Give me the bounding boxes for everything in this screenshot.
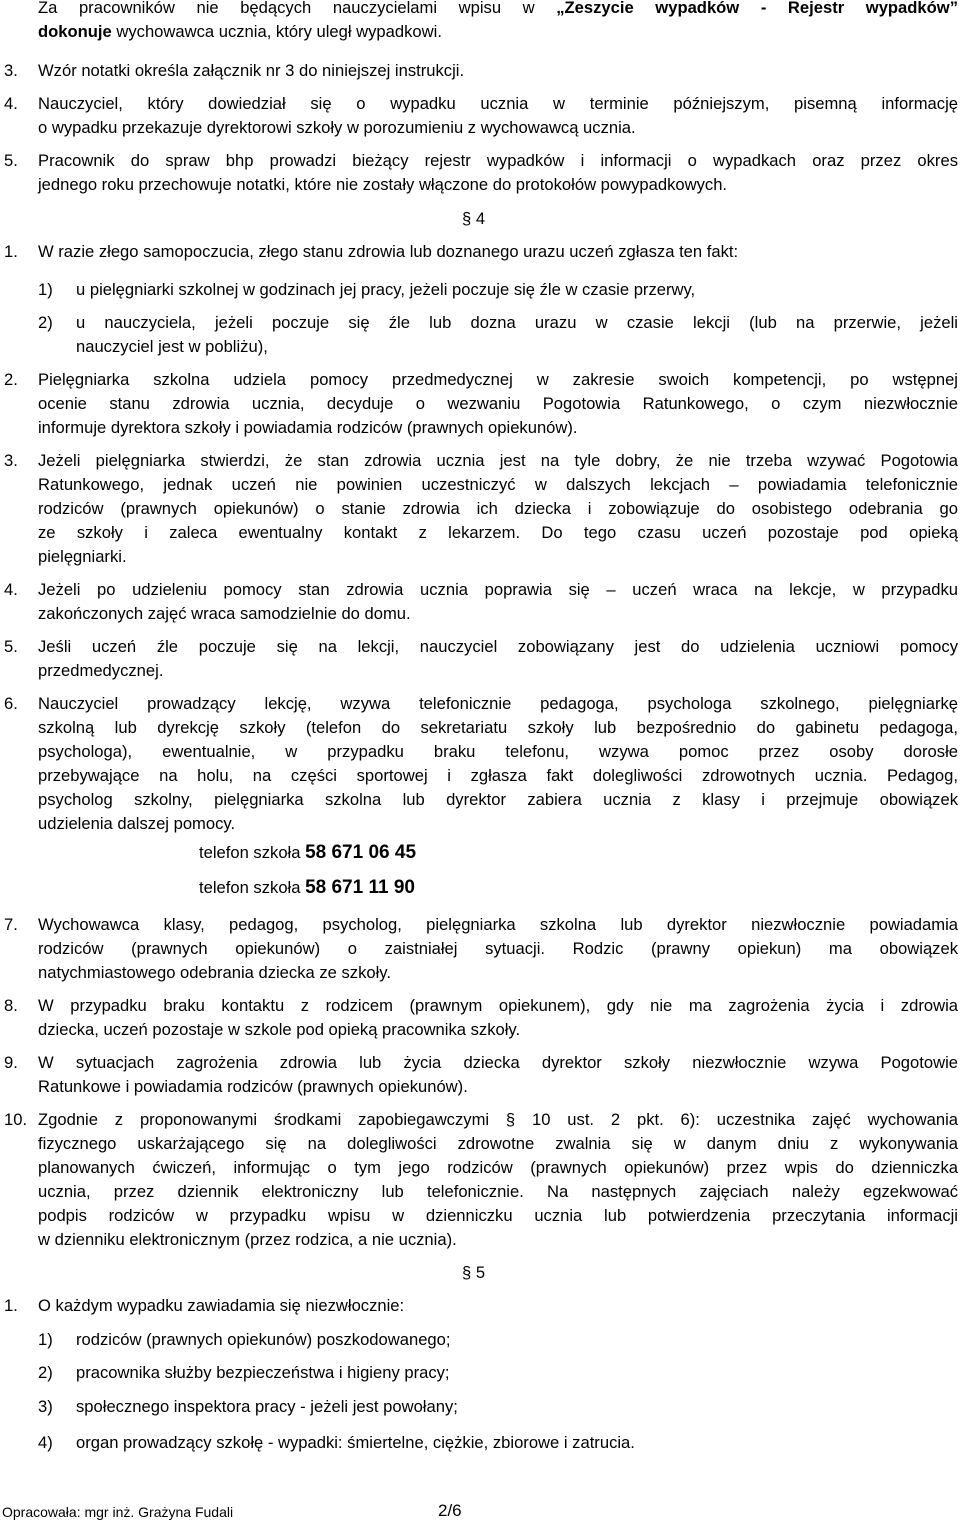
paragraph-line: psycholog szkolny, pielęgniarka szkolna lub dyrektor zabiera ucznia z klasy i przejmuje obowiązek [38, 790, 958, 809]
paragraph-line: ucznia, przez dziennik elektroniczny lub telefonicznie. Na następnych zajęciach należy egzekwować [38, 1182, 958, 1201]
paragraph-line: natychmiastowego odebrania dziecka ze szkoły. [38, 963, 391, 982]
paragraph-line: przedmedycznej. [38, 661, 164, 680]
paragraph-line: Wzór notatki określa załącznik nr 3 do niniejszej instrukcji. [38, 61, 465, 80]
phone-number: 58 671 06 45 [305, 842, 417, 863]
paragraph-line: rodziców (prawnych opiekunów) o zaistniałej sytuacji. Rodzic (prawny opiekun) ma obowiązek [38, 939, 958, 958]
paragraph-line: psychologa), ewentualnie, w przypadku braku telefonu, wzywa pomoc przez osoby dorosłe [38, 742, 958, 761]
paragraph-line: rodziców (prawnych opiekunów) o stanie zdrowia ich dziecka i zobowiązuje do osobistego odebrania go [38, 499, 958, 518]
item-number: 5. [4, 151, 18, 170]
subitem-line: społecznego inspektora pracy - jeżeli jest powołany; [76, 1397, 458, 1416]
section-header: § 5 [462, 1263, 486, 1282]
paragraph-line: dziecka, uczeń pozostaje w szkole pod opieką pracownika szkoły. [38, 1020, 521, 1039]
paragraph-line: planowanych ćwiczeń, informując o tym jego rodziców (prawnych opiekunów) przez wpis do dzienniczka [38, 1158, 958, 1177]
item-number: 7. [4, 915, 18, 934]
paragraph-line: szkolną lub dyrekcję szkoły (telefon do sekretariatu szkoły lub bezpośrednio do gabinetu pedagoga, [38, 718, 958, 737]
item-number: 4. [4, 580, 18, 599]
phone-label: telefon szkoła [199, 843, 306, 862]
intro-line-2 [38, 20, 958, 44]
item-number: 1. [4, 1296, 18, 1315]
subitem-line: u nauczyciela, jeżeli poczuje się źle lub dozna urazu w czasie lekcji (lub na przerwie, jeżeli [76, 313, 958, 332]
item-number: 3. [4, 61, 18, 80]
item-number: 8. [4, 996, 18, 1015]
paragraph-line: Ratunkowe i powiadamia rodziców (prawnych opiekunów). [38, 1077, 468, 1096]
item-number: 4. [4, 94, 18, 113]
paragraph-line: Pielęgniarka szkolna udziela pomocy przedmedycznej w zakresie swoich kompetencji, po wstępnej [38, 370, 958, 389]
paragraph-line: fizycznego uskarżającego się na dolegliwości zdrowotne zwalnia się w danym dniu z wykonywania [38, 1134, 958, 1153]
paragraph-line: Ratunkowego, jednak uczeń nie powinien uczestniczyć w dalszych lekcjach – powiadamia telefonicznie [38, 475, 958, 494]
paragraph-line: O każdym wypadku zawiadamia się niezwłocznie: [38, 1296, 405, 1315]
item-number: 6. [4, 694, 18, 713]
phone-line-2 [199, 875, 415, 901]
subitem-line: nauczyciel jest w pobliżu), [76, 337, 268, 356]
paragraph-line: Wychowawca klasy, pedagog, psycholog, pielęgniarka szkolna lub dyrektor niezwłocznie powiadamia [38, 915, 958, 934]
subitem-number: 4) [38, 1433, 53, 1452]
paragraph-line: informuje dyrektora szkoły i powiadamia rodziców (prawnych opiekunów). [38, 418, 578, 437]
item-number: 10. [4, 1110, 28, 1129]
paragraph-line: Zgodnie z proponowanymi środkami zapobiegawczymi § 10 ust. 2 pkt. 6): uczestnika zajęć wychowania [38, 1110, 958, 1129]
item-number: 1. [4, 242, 18, 261]
section-header: § 4 [462, 209, 486, 228]
phone-line-1 [199, 840, 416, 866]
subitem-number: 2) [38, 1363, 53, 1382]
paragraph-line: Jeżeli po udzieleniu pomocy stan zdrowia ucznia poprawia się – uczeń wraca na lekcje, w przypadku [38, 580, 958, 599]
subitem-number: 1) [38, 280, 53, 299]
subitem-line: u pielęgniarki szkolnej w godzinach jej pracy, jeżeli poczuje się źle w czasie przerwy, [76, 280, 696, 299]
paragraph-line: W sytuacjach zagrożenia zdrowia lub życia dziecka dyrektor szkoły niezwłocznie wzywa Pogotowie [38, 1053, 958, 1072]
item-number: 9. [4, 1053, 18, 1072]
subitem-number: 2) [38, 313, 53, 332]
item-number: 5. [4, 637, 18, 656]
paragraph-line: W razie złego samopoczucia, złego stanu zdrowia lub doznanego urazu uczeń zgłasza ten fakt: [38, 242, 739, 261]
footer-author: Opracowała: mgr inż. Grażyna Fudali [2, 1504, 234, 1520]
phone-label: telefon szkoła [199, 878, 306, 897]
paragraph-line: Jeśli uczeń źle poczuje się na lekcji, nauczyciel zobowiązany jest do udzielenia uczniowi pomocy [38, 637, 958, 656]
item-number: 3. [4, 451, 18, 470]
paragraph-line: jednego roku przechowuje notatki, które nie zostały włączone do protokołów powypadkowych. [38, 175, 728, 194]
subitem-line: pracownika służby bezpieczeństwa i higieny pracy; [76, 1363, 450, 1382]
paragraph-line: w dzienniku elektronicznym (przez rodzica, a nie ucznia). [38, 1230, 457, 1249]
paragraph-line: Jeżeli pielęgniarka stwierdzi, że stan zdrowia ucznia jest na tyle dobry, że nie trzeba wzywać Pogotowia [38, 451, 958, 470]
paragraph-line: pielęgniarki. [38, 547, 127, 566]
paragraph-line: o wypadku przekazuje dyrektorowi szkoły w porozumieniu z wychowawcą ucznia. [38, 118, 636, 137]
register-name: „Zeszycie wypadków - Rejestr wypadków” [556, 0, 958, 17]
paragraph-line: udzielenia dalszej pomocy. [38, 814, 236, 833]
subitem-line: organ prowadzący szkołę - wypadki: śmiertelne, ciężkie, zbiorowe i zatrucia. [76, 1433, 635, 1452]
paragraph-line: Pracownik do spraw bhp prowadzi bieżący rejestr wypadków i informacji o wypadkach oraz przez okres [38, 151, 958, 170]
page-number: 2/6 [438, 1501, 462, 1520]
intro-bold: dokonuje [38, 22, 112, 41]
intro-text: Za pracowników nie będących nauczycielami wpisu w [38, 0, 557, 17]
paragraph-line: Nauczyciel, który dowiedział się o wypadku ucznia w terminie późniejszym, pisemną informację [38, 94, 958, 113]
paragraph-line: zakończonych zajęć wraca samodzielnie do domu. [38, 604, 411, 623]
paragraph-line: W przypadku braku kontaktu z rodzicem (prawnym opiekunem), gdy nie ma zagrożenia życia i zdrowia [38, 996, 958, 1015]
paragraph-line: przebywające na holu, na części sportowej i zgłasza fakt dolegliwości zdrowotnych ucznia. Pedagog, [38, 766, 958, 785]
paragraph-line: ocenie stanu zdrowia ucznia, decyduje o wezwaniu Pogotowia Ratunkowego, o czym niezwłocznie [38, 394, 958, 413]
intro-line-1 [38, 0, 958, 20]
subitem-number: 1) [38, 1330, 53, 1349]
item-number: 2. [4, 370, 18, 389]
phone-number: 58 671 11 90 [305, 877, 415, 898]
subitem-line: rodziców (prawnych opiekunów) poszkodowanego; [76, 1330, 451, 1349]
paragraph-line: Nauczyciel prowadzący lekcję, wzywa telefonicznie pedagoga, psychologa szkolnego, pielęgniarkę [38, 694, 958, 713]
subitem-number: 3) [38, 1397, 53, 1416]
paragraph-line: ze szkoły i zaleca ewentualny kontakt z lekarzem. Do tego czasu uczeń pozostaje pod opieką [38, 523, 958, 542]
intro-text: wychowawca ucznia, który uległ wypadkowi. [111, 22, 442, 41]
paragraph-line: podpis rodziców w przypadku wpisu w dzienniczku ucznia lub potwierdzenia przeczytania informacji [38, 1206, 958, 1225]
